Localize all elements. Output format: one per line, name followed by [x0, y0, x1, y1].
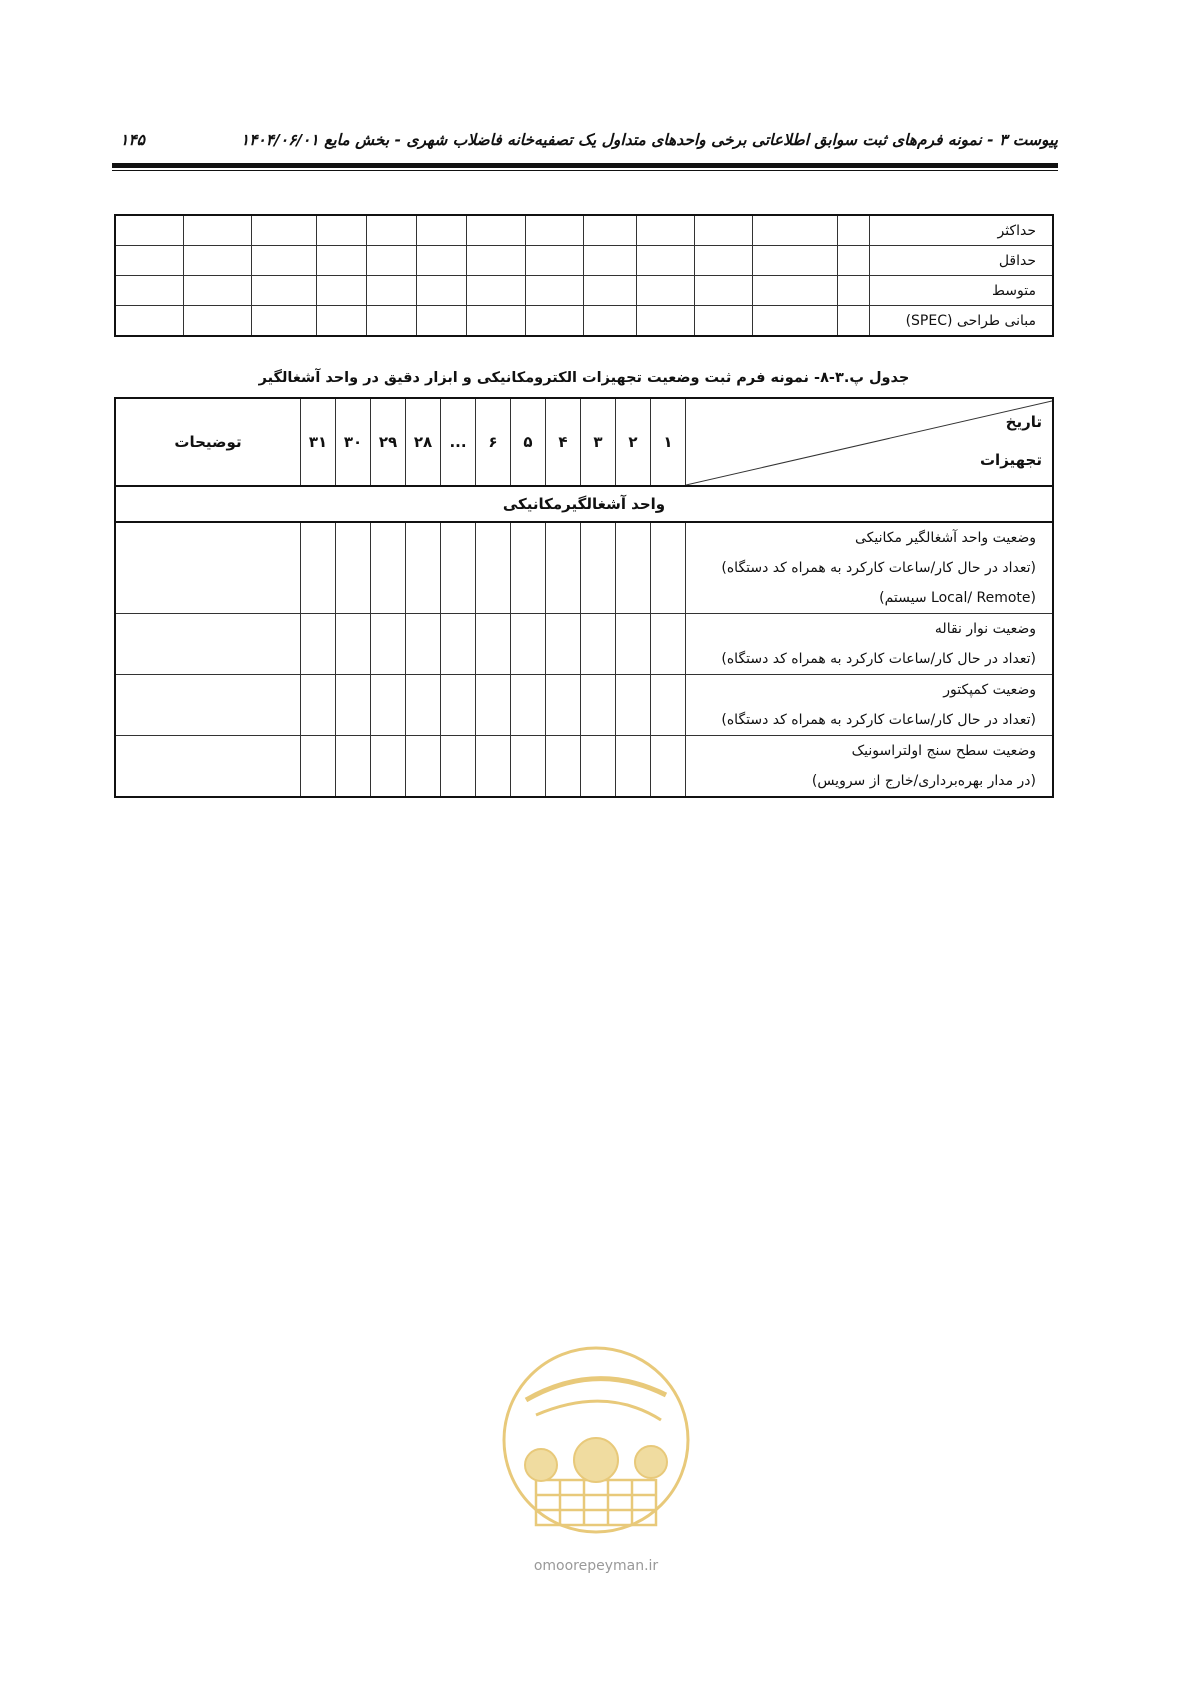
day-cell[interactable] [511, 675, 546, 736]
stats-row [115, 215, 1053, 246]
day-cell[interactable] [441, 736, 476, 798]
stats-row-label: مبانی طراحی (SPEC) [869, 306, 1053, 337]
stats-cell[interactable] [184, 276, 252, 306]
equipment-description [686, 736, 1054, 798]
day-column-header: ۳ [581, 398, 616, 486]
stats-table [114, 214, 1054, 337]
day-cell[interactable] [476, 736, 511, 798]
diagonal-line [686, 399, 1052, 485]
day-column-header: ۶ [476, 398, 511, 486]
day-cell[interactable] [476, 522, 511, 614]
equipment-description [686, 675, 1054, 736]
header-rule-thick [112, 163, 1058, 168]
stats-cell[interactable] [316, 306, 366, 337]
stats-cell[interactable] [367, 215, 417, 246]
equipment-description [686, 614, 1054, 675]
day-cell[interactable] [301, 736, 336, 798]
stats-cell[interactable] [838, 306, 870, 337]
notes-column-header: توضیحات [115, 398, 301, 486]
day-column-header: ۱ [651, 398, 686, 486]
stats-cell[interactable] [115, 215, 184, 246]
day-cell[interactable] [581, 614, 616, 675]
day-cell[interactable] [581, 522, 616, 614]
stats-cell[interactable] [115, 246, 184, 276]
day-cell[interactable] [616, 675, 651, 736]
day-cell[interactable] [406, 736, 441, 798]
stats-cell[interactable] [367, 246, 417, 276]
day-column-header: ۲۹ [371, 398, 406, 486]
day-cell[interactable] [371, 614, 406, 675]
day-cell[interactable] [546, 675, 581, 736]
day-cell[interactable] [546, 736, 581, 798]
equipment-description-line: وضعیت نوار نقاله [934, 621, 1036, 637]
equipment-row [115, 675, 1053, 736]
stats-cell[interactable] [417, 306, 467, 337]
stats-row [115, 246, 1053, 276]
day-cell[interactable] [616, 736, 651, 798]
stats-cell[interactable] [115, 276, 184, 306]
day-cell[interactable] [301, 675, 336, 736]
day-cell[interactable] [336, 675, 371, 736]
equipment-status-table [114, 397, 1054, 798]
day-column-header: ۲ [616, 398, 651, 486]
notes-cell[interactable] [115, 736, 301, 798]
notes-cell[interactable] [115, 614, 301, 675]
stats-cell[interactable] [525, 276, 583, 306]
day-column-header: ۲۸ [406, 398, 441, 486]
day-cell[interactable] [441, 614, 476, 675]
stats-cell[interactable] [694, 215, 752, 246]
day-cell[interactable] [301, 522, 336, 614]
day-cell[interactable] [511, 522, 546, 614]
equipment-description-line: وضعیت کمپکتور [943, 682, 1036, 698]
equipment-description [686, 522, 1054, 614]
day-cell[interactable] [336, 614, 371, 675]
stats-cell[interactable] [367, 276, 417, 306]
stats-cell[interactable] [636, 306, 694, 337]
day-column-header: ۳۰ [336, 398, 371, 486]
stats-cell[interactable] [316, 276, 366, 306]
table-header-row [115, 398, 1053, 486]
stats-cell[interactable] [367, 306, 417, 337]
stats-cell[interactable] [838, 246, 870, 276]
day-cell[interactable] [441, 675, 476, 736]
header-date-label: تاریخ [1005, 413, 1042, 431]
stats-cell[interactable] [184, 215, 252, 246]
day-cell[interactable] [336, 736, 371, 798]
stats-cell[interactable] [251, 276, 316, 306]
stats-cell[interactable] [417, 246, 467, 276]
day-column-header: ۳۱ [301, 398, 336, 486]
day-cell[interactable] [581, 675, 616, 736]
equipment-row [115, 522, 1053, 614]
stats-cell[interactable] [583, 276, 636, 306]
equipment-description-line: وضعیت واحد آشغالگیر مکانیکی [855, 530, 1036, 546]
day-cell[interactable] [651, 614, 686, 675]
stats-row [115, 306, 1053, 337]
stats-cell[interactable] [694, 276, 752, 306]
day-column-header: ... [441, 398, 476, 486]
stats-cell[interactable] [752, 246, 838, 276]
stats-row-label: حداکثر [869, 215, 1053, 246]
day-cell[interactable] [406, 522, 441, 614]
stats-cell[interactable] [184, 306, 252, 337]
stats-cell[interactable] [838, 215, 870, 246]
day-cell[interactable] [371, 522, 406, 614]
stats-cell[interactable] [316, 246, 366, 276]
notes-cell[interactable] [115, 522, 301, 614]
stats-cell[interactable] [525, 215, 583, 246]
day-cell[interactable] [651, 675, 686, 736]
stats-cell[interactable] [467, 215, 525, 246]
day-cell[interactable] [476, 675, 511, 736]
equipment-description-line: (در مدار بهره‌برداری/خارج از سرویس) [811, 773, 1036, 789]
day-cell[interactable] [301, 614, 336, 675]
stats-cell[interactable] [694, 306, 752, 337]
day-cell[interactable] [336, 522, 371, 614]
header-diagonal-cell [686, 398, 1054, 486]
page-number: ۱۴۵ [120, 131, 145, 149]
stats-cell[interactable] [752, 276, 838, 306]
stats-row [115, 276, 1053, 306]
day-cell[interactable] [441, 522, 476, 614]
stats-cell[interactable] [525, 306, 583, 337]
equipment-description-line: (تعداد در حال کار/ساعات کارکرد به همراه کد دستگاه) [721, 712, 1036, 728]
day-column-header: ۴ [546, 398, 581, 486]
watermark-site-text: omoorepeyman.ir [533, 1558, 659, 1574]
header-equipment-label: تجهیزات [979, 451, 1042, 469]
stats-cell[interactable] [417, 276, 467, 306]
stats-cell[interactable] [694, 246, 752, 276]
section-row [115, 486, 1053, 522]
header-title: پیوست ۳ - نمونه فرم‌های ثبت سوابق اطلاعاتی برخی واحدهای متداول یک تصفیه‌خانه فاضلاب شهری - بخش مایع ۱۴۰۴/۰۶/۰۱ [240, 131, 1058, 149]
stats-cell[interactable] [636, 246, 694, 276]
section-title: واحد آشغالگیرمکانیکی [115, 486, 1053, 522]
day-cell[interactable] [546, 522, 581, 614]
day-cell[interactable] [616, 522, 651, 614]
stats-cell[interactable] [467, 246, 525, 276]
day-cell[interactable] [406, 614, 441, 675]
day-cell[interactable] [616, 614, 651, 675]
equipment-row [115, 736, 1053, 798]
table-caption: جدول پ.۳-۸- نمونه فرم ثبت وضعیت تجهیزات الکترومکانیکی و ابزار دقیق در واحد آشغالگیر [258, 370, 910, 386]
stats-cell[interactable] [752, 306, 838, 337]
day-cell[interactable] [651, 522, 686, 614]
stats-cell[interactable] [525, 246, 583, 276]
stats-cell[interactable] [115, 306, 184, 337]
stats-cell[interactable] [316, 215, 366, 246]
day-column-header: ۵ [511, 398, 546, 486]
stats-row-label: متوسط [869, 276, 1053, 306]
stats-cell[interactable] [251, 215, 316, 246]
equipment-description-line: (تعداد در حال کار/ساعات کارکرد به همراه کد دستگاه) [721, 560, 1036, 576]
stats-row-label: حداقل [869, 246, 1053, 276]
day-cell[interactable] [476, 614, 511, 675]
equipment-description-line: (Local/ Remote سیستم) [879, 590, 1036, 606]
header-rule-thin [112, 170, 1058, 171]
equipment-description-line: وضعیت سطح سنج اولتراسونیک [851, 743, 1036, 759]
stats-cell[interactable] [583, 246, 636, 276]
stats-cell[interactable] [417, 215, 467, 246]
stats-cell[interactable] [583, 306, 636, 337]
watermark-seal-icon [496, 1340, 696, 1580]
stats-cell[interactable] [636, 215, 694, 246]
day-cell[interactable] [371, 675, 406, 736]
stats-cell[interactable] [583, 215, 636, 246]
notes-cell[interactable] [115, 675, 301, 736]
stats-cell[interactable] [838, 276, 870, 306]
day-cell[interactable] [511, 614, 546, 675]
day-cell[interactable] [651, 736, 686, 798]
stats-cell[interactable] [184, 246, 252, 276]
stats-cell[interactable] [251, 306, 316, 337]
stats-cell[interactable] [467, 306, 525, 337]
page-header [112, 128, 1058, 152]
equipment-description-line: (تعداد در حال کار/ساعات کارکرد به همراه کد دستگاه) [721, 651, 1036, 667]
day-cell[interactable] [406, 675, 441, 736]
day-cell[interactable] [546, 614, 581, 675]
stats-cell[interactable] [752, 215, 838, 246]
day-cell[interactable] [371, 736, 406, 798]
stats-cell[interactable] [251, 246, 316, 276]
day-cell[interactable] [581, 736, 616, 798]
equipment-row [115, 614, 1053, 675]
stats-cell[interactable] [467, 276, 525, 306]
stats-cell[interactable] [636, 276, 694, 306]
day-cell[interactable] [511, 736, 546, 798]
watermark-logo [496, 1340, 696, 1580]
